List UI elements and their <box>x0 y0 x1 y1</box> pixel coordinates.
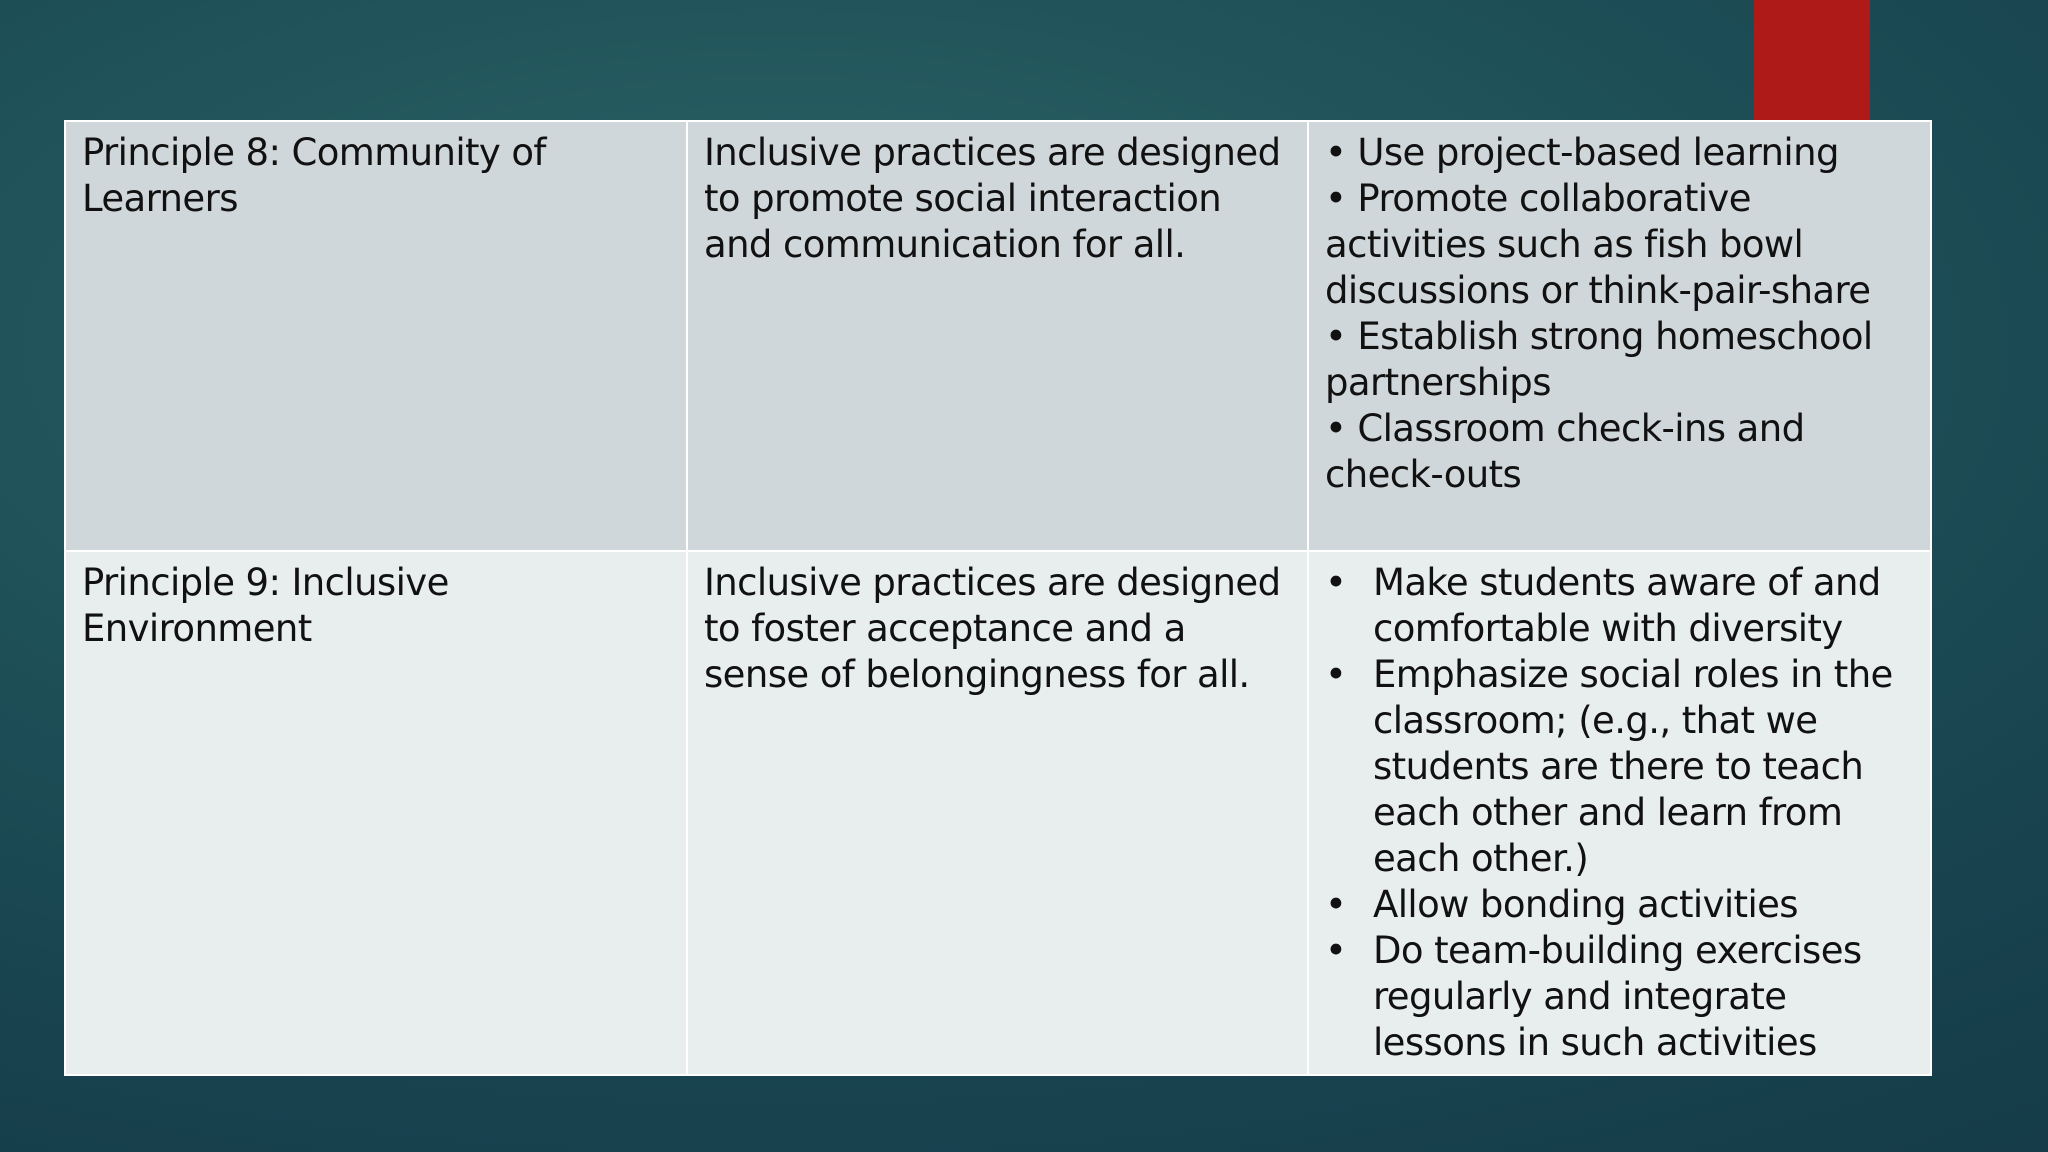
principle-title: Principle 9: Inclusive Environment <box>82 561 449 650</box>
table-row <box>65 551 1931 1075</box>
strategy-item <box>1325 928 1916 1066</box>
strategy-text: Make students aware of and comfortable with diversity <box>1373 561 1881 650</box>
strategy-list <box>1325 560 1916 1066</box>
principle-cell <box>65 121 687 551</box>
strategy-text: Emphasize social roles in the classroom; (e.g., that we students are there to teach each other and learn from each other.) <box>1373 653 1893 880</box>
table-row <box>65 121 1931 551</box>
strategies-cell <box>1308 121 1931 551</box>
strategies-cell <box>1308 551 1931 1075</box>
description-cell <box>687 551 1308 1075</box>
strategy-text: Allow bonding activities <box>1373 883 1798 926</box>
strategy-item <box>1325 882 1916 928</box>
accent-bar <box>1754 0 1870 120</box>
principle-cell <box>65 551 687 1075</box>
strategy-item: • Classroom check-ins and check-outs <box>1325 407 1805 496</box>
principle-description: Inclusive practices are designed to foster acceptance and a sense of belongingness for all. <box>704 561 1281 696</box>
strategy-list <box>1325 130 1916 498</box>
bullet-icon: • <box>1325 929 1347 972</box>
bullet-icon: • <box>1325 653 1347 696</box>
strategy-text: Do team-building exercises regularly and integrate lessons in such activities <box>1373 929 1862 1064</box>
strategy-item <box>1325 560 1916 652</box>
strategy-item: • Use project-based learning <box>1325 131 1839 174</box>
bullet-icon: • <box>1325 561 1347 604</box>
strategy-item <box>1325 652 1916 882</box>
strategy-item: • Promote collaborative activities such as fish bowl discussions or think-pair-share <box>1325 177 1871 312</box>
principle-description: Inclusive practices are designed to promote social interaction and communication for all. <box>704 131 1281 266</box>
principle-title: Principle 8: Community of Learners <box>82 131 546 220</box>
strategy-item: • Establish strong homeschool partnerships <box>1325 315 1873 404</box>
principles-table <box>64 120 1932 1076</box>
bullet-icon: • <box>1325 883 1347 926</box>
description-cell <box>687 121 1308 551</box>
